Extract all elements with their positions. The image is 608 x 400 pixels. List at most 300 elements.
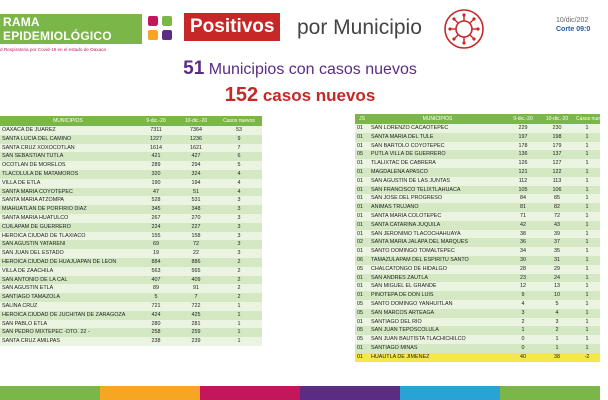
table-cell: SAN FRANCISCO TELIXTLAHUACA (369, 186, 506, 195)
table-cell: 122 (540, 168, 574, 177)
table-cell: 9 (216, 135, 262, 144)
date-label: 10/dic/202 (556, 17, 589, 24)
table-cell: 2 (216, 267, 262, 276)
table-cell: 1 (574, 335, 600, 344)
table-cell: 4 (506, 300, 540, 309)
table-row (355, 238, 600, 247)
table-cell: 01 (355, 212, 369, 221)
table-cell: 155 (136, 232, 176, 241)
table-cell: 1 (216, 302, 262, 311)
table-cell: 72 (176, 240, 216, 249)
table-cell: SAN JUAN DEL ESTADO (0, 249, 136, 258)
table-cell: 1 (574, 150, 600, 159)
table-row (0, 232, 262, 241)
table-cell: 01 (355, 142, 369, 151)
table-cell: 1 (574, 282, 600, 291)
table-cell: 01 (355, 194, 369, 203)
table-cell: 40 (506, 353, 540, 362)
table-cell: 5 (216, 161, 262, 170)
table-row (355, 230, 600, 239)
table-cell: 7364 (176, 126, 216, 135)
table-cell: 565 (176, 267, 216, 276)
table-cell: 5 (136, 293, 176, 302)
column-header: JS (355, 114, 369, 124)
brand-title: RAMA EPIDEMIOLÓGICO (0, 14, 142, 44)
table-cell: VILLA DE ZAACHILA (0, 267, 136, 276)
table-cell: 1 (574, 194, 600, 203)
table-cell: 81 (506, 203, 540, 212)
table-cell: 528 (136, 196, 176, 205)
table-cell: 1 (574, 265, 600, 274)
table-cell: 3 (216, 205, 262, 214)
table-cell: 7 (216, 144, 262, 153)
bottom-color-strip (0, 386, 600, 400)
table-cell: 7 (176, 293, 216, 302)
table-row (0, 293, 262, 302)
table-cell: 2 (216, 258, 262, 267)
table-cell: 112 (506, 177, 540, 186)
table-cell: 34 (506, 247, 540, 256)
brand (0, 14, 142, 52)
table-cell: 1 (574, 274, 600, 283)
table-cell: 1 (506, 326, 540, 335)
table-cell: 239 (176, 337, 216, 346)
table-row (355, 247, 600, 256)
table-cell: 4 (216, 188, 262, 197)
table-cell: 1 (574, 291, 600, 300)
table-cell: SAN AGUSTIN DE LAS JUNTAS (369, 177, 506, 186)
table-cell: 01 (355, 344, 369, 353)
table-row (355, 124, 600, 133)
table-cell: 4 (540, 309, 574, 318)
table-cell: 3 (216, 232, 262, 241)
table-cell: 05 (355, 335, 369, 344)
table-cell: 1 (574, 124, 600, 133)
table-cell: 294 (176, 161, 216, 170)
column-header: 10-dic.-20 (540, 114, 574, 124)
table-row (0, 126, 262, 135)
table-cell: 91 (176, 284, 216, 293)
table-cell: 69 (136, 240, 176, 249)
title-highlight: Positivos (184, 13, 280, 41)
table-row (355, 300, 600, 309)
table-row (355, 344, 600, 353)
table-cell: ANIMAS TRUJANO (369, 203, 506, 212)
table-cell: SALINA CRUZ (0, 302, 136, 311)
table-cell: 51 (176, 188, 216, 197)
table-cell: 179 (540, 142, 574, 151)
table-cell: HEROICA CIUDAD DE JUCHITAN DE ZARAGOZA (0, 311, 136, 320)
table-row (0, 276, 262, 285)
table-cell: 37 (540, 238, 574, 247)
table-cell: 06 (355, 256, 369, 265)
table-row (0, 196, 262, 205)
table-cell: 2 (540, 326, 574, 335)
table-cell: 289 (136, 161, 176, 170)
table-cell: 1 (540, 335, 574, 344)
table-cell: 3 (216, 249, 262, 258)
table-cell: OAXACA DE JUAREZ (0, 126, 136, 135)
table-cell: 1 (574, 309, 600, 318)
table-cell: 6 (216, 152, 262, 161)
table-cell: TAMAZULAPAM DEL ESPIRITU SANTO (369, 256, 506, 265)
table-cell: 0 (506, 335, 540, 344)
table-cell: OCOTLAN DE MORELOS (0, 161, 136, 170)
table-row (355, 221, 600, 230)
table-cell: SAN JERONIMO TLACOCHAHUAYA (369, 230, 506, 239)
table-row (355, 194, 600, 203)
table-cell: 1 (574, 186, 600, 195)
table-cell: SAN JUAN TEPOSCOLULA (369, 326, 506, 335)
table-cell: 42 (506, 221, 540, 230)
table-cell: 886 (176, 258, 216, 267)
cases-headline (0, 84, 600, 107)
table-row (0, 135, 262, 144)
table-header-row (355, 114, 600, 124)
table-cell: SAN MARCOS ARTEAGA (369, 309, 506, 318)
table-cell: 1 (216, 311, 262, 320)
table-cell: 28 (506, 265, 540, 274)
table-cell: 38 (506, 230, 540, 239)
table-cell: 01 (355, 353, 369, 362)
table-cell: 01 (355, 177, 369, 186)
table-cell: 721 (136, 302, 176, 311)
table-row (0, 170, 262, 179)
column-header: Casos nuevos (216, 116, 262, 126)
table-cell: 158 (176, 232, 216, 241)
table-cell: 563 (136, 267, 176, 276)
table-cell: SAN AGUSTIN YATARENI (0, 240, 136, 249)
table-cell: 1 (574, 168, 600, 177)
table-cell: SAN LORENZO CACAOTEPEC (369, 124, 506, 133)
table-cell: 106 (540, 186, 574, 195)
table-cell: SANTA MARIA COYOTEPEC (0, 188, 136, 197)
table-cell: 01 (355, 159, 369, 168)
table-cell: 1614 (136, 144, 176, 153)
table-cell: CHALCATONGO DE HIDALGO (369, 265, 506, 274)
table-cell: 23 (506, 274, 540, 283)
table-cell: 47 (136, 188, 176, 197)
table-cell: 121 (506, 168, 540, 177)
table-cell: 238 (136, 337, 176, 346)
table-cell: 229 (506, 124, 540, 133)
table-row (355, 142, 600, 151)
table-cell: 01 (355, 318, 369, 327)
table-cell: 3 (506, 309, 540, 318)
table-cell: 1 (540, 344, 574, 353)
table-cell: 1 (574, 247, 600, 256)
table-cell: 82 (540, 203, 574, 212)
table-row (355, 177, 600, 186)
table-header-row (0, 116, 262, 126)
table-cell: 43 (540, 221, 574, 230)
table-cell: 4 (216, 179, 262, 188)
table-cell: 10 (540, 291, 574, 300)
right-municipios-table (355, 114, 608, 362)
table-cell: 4 (216, 170, 262, 179)
table-cell: 267 (136, 214, 176, 223)
table-cell: SANTO DOMINGO TOMALTEPEC (369, 247, 506, 256)
table-cell: PUTLA VILLA DE GUERRERO (369, 150, 506, 159)
column-header: MUNICIPIOS (0, 116, 136, 126)
table-cell: 5 (540, 300, 574, 309)
table-row (0, 267, 262, 276)
table-row (355, 291, 600, 300)
table-row (0, 311, 262, 320)
table-cell: SANTA MARIA HUATULCO (0, 214, 136, 223)
table-cell: 1 (574, 133, 600, 142)
table-cell: 05 (355, 326, 369, 335)
table-cell: 198 (540, 133, 574, 142)
table-row (355, 265, 600, 274)
table-cell: MAGDALENA APASCO (369, 168, 506, 177)
left-municipios-table (0, 116, 262, 346)
table-row (0, 188, 262, 197)
table-cell: 3 (216, 223, 262, 232)
table-cell: 1 (574, 177, 600, 186)
table-row (0, 302, 262, 311)
table-cell: 424 (136, 311, 176, 320)
table-cell: 421 (136, 152, 176, 161)
table-row (0, 214, 262, 223)
table-cell: 89 (136, 284, 176, 293)
brand-subtitle: d Respiratoria por Covid-19 en el estado de Oaxaca (0, 47, 106, 52)
table-cell: 02 (355, 238, 369, 247)
column-header: Casos nuevos (576, 116, 608, 122)
table-row (0, 328, 262, 337)
table-cell: 1 (574, 159, 600, 168)
table-cell: SANTA LUCIA DEL CAMINO (0, 135, 136, 144)
table-row (355, 212, 600, 221)
table-cell: 281 (176, 320, 216, 329)
table-cell: 1 (574, 238, 600, 247)
table-row (355, 133, 600, 142)
table-cell: SAN PEDRO MIXTEPEC -DTO. 22 - (0, 328, 136, 337)
table-cell: 39 (540, 230, 574, 239)
table-cell: 1 (216, 328, 262, 337)
table-cell: 1 (574, 230, 600, 239)
table-row (355, 150, 600, 159)
table-cell: 320 (136, 170, 176, 179)
table-cell: 7311 (136, 126, 176, 135)
table-cell: SAN JUAN BAUTISTA TLACHICHILCO (369, 335, 506, 344)
table-cell: CUILAPAM DE GUERRERO (0, 223, 136, 232)
table-cell: 197 (506, 133, 540, 142)
table-cell: 1 (574, 142, 600, 151)
table-cell: 113 (540, 177, 574, 186)
table-row (355, 309, 600, 318)
table-cell: 01 (355, 274, 369, 283)
table-cell: 136 (506, 150, 540, 159)
table-cell: 2 (216, 284, 262, 293)
table-cell: TLACOLULA DE MATAMOROS (0, 170, 136, 179)
table-cell: SANTIAGO MINAS (369, 344, 506, 353)
table-cell: 884 (136, 258, 176, 267)
table-cell: 425 (176, 311, 216, 320)
table-row (355, 186, 600, 195)
table-cell: 13 (540, 282, 574, 291)
table-cell: 407 (136, 276, 176, 285)
table-cell: 05 (355, 300, 369, 309)
table-cell: SANTA MARIA COLOTEPEC (369, 212, 506, 221)
table-cell: SANTA CRUZ XOXOCOTLAN (0, 144, 136, 153)
table-cell: 1 (574, 344, 600, 353)
table-cell: PINOTEPA DE DON LUIS (369, 291, 506, 300)
table-cell: 258 (136, 328, 176, 337)
table-cell: 31 (540, 256, 574, 265)
table-cell: TLALIXTAC DE CABRERA (369, 159, 506, 168)
table-cell: 105 (506, 186, 540, 195)
table-cell: 1621 (176, 144, 216, 153)
table-cell: 12 (506, 282, 540, 291)
table-cell: 1227 (136, 135, 176, 144)
table-cell: SAN MIGUEL EL GRANDE (369, 282, 506, 291)
table-cell: 1 (574, 318, 600, 327)
header (0, 0, 600, 52)
table-cell: 1 (574, 326, 600, 335)
table-cell: 1 (574, 212, 600, 221)
virus-icon (443, 8, 485, 50)
table-cell: 05 (355, 265, 369, 274)
table-cell: 127 (540, 159, 574, 168)
table-cell: 2 (506, 318, 540, 327)
table-row (0, 337, 262, 346)
table-cell: 3 (216, 196, 262, 205)
municipios-count: 51 (183, 58, 205, 79)
table-row (0, 258, 262, 267)
cases-count: 152 (224, 84, 259, 106)
table-cell: SAN AGUSTIN ETLA (0, 284, 136, 293)
table-cell: 3 (216, 240, 262, 249)
table-cell: 324 (176, 170, 216, 179)
table-cell: 178 (506, 142, 540, 151)
table-row (0, 284, 262, 293)
table-cell: SANTIAGO DEL RIO (369, 318, 506, 327)
cases-text: casos nuevos (262, 86, 376, 105)
table-cell: 3 (216, 214, 262, 223)
table-cell: 137 (540, 150, 574, 159)
oaxaca-flower-icon (146, 14, 174, 42)
table-cell: 230 (540, 124, 574, 133)
table-cell: 22 (176, 249, 216, 258)
table-cell: SANTA MARIA JALAPA DEL MARQUES (369, 238, 506, 247)
table-row (0, 161, 262, 170)
page-title: por Municipio (297, 16, 422, 39)
table-cell: HEROICA CIUDAD DE HUAJUAPAN DE LEON (0, 258, 136, 267)
table-row (355, 203, 600, 212)
table-cell: 227 (176, 223, 216, 232)
table-cell: SAN ANTONIO DE LA CAL (0, 276, 136, 285)
column-header: MUNICIPIOS (369, 114, 506, 124)
table-cell: SAN BARTOLO COYOTEPEC (369, 142, 506, 151)
table-cell: 722 (176, 302, 216, 311)
table-cell: 35 (540, 247, 574, 256)
municipios-text: Municipios con casos nuevos (208, 61, 417, 78)
table-cell: 2 (216, 293, 262, 302)
table-row (355, 335, 600, 344)
table-cell: 280 (136, 320, 176, 329)
table-cell: 24 (540, 274, 574, 283)
column-header: 9-dic.-20 (136, 116, 176, 126)
table-row (0, 223, 262, 232)
table-row (355, 282, 600, 291)
table-row (0, 144, 262, 153)
table-cell: SANTIAGO TAMAZOLA (0, 293, 136, 302)
table-cell: 01 (355, 282, 369, 291)
table-cell: 531 (176, 196, 216, 205)
table-cell: 1 (574, 221, 600, 230)
table-cell: MIAHUATLAN DE PORFIRIO DIAZ (0, 205, 136, 214)
column-header: 10-dic.-20 (176, 116, 216, 126)
table-cell: HUAUTLA DE JIMENEZ (369, 353, 506, 362)
table-cell: 38 (540, 353, 574, 362)
table-row (355, 159, 600, 168)
table-cell: SANTA MARIA ATZOMPA (0, 196, 136, 205)
table-cell: 01 (355, 221, 369, 230)
table-cell: 348 (176, 205, 216, 214)
table-row (355, 168, 600, 177)
table-cell: 29 (540, 265, 574, 274)
table-row (0, 249, 262, 258)
table-cell: 224 (136, 223, 176, 232)
table-cell: SAN PABLO ETLA (0, 320, 136, 329)
table-cell: 71 (506, 212, 540, 221)
table-cell: SANTA MARIA DEL TULE (369, 133, 506, 142)
table-cell: 194 (176, 179, 216, 188)
table-cell: 01 (355, 186, 369, 195)
table-cell: 1 (574, 256, 600, 265)
table-cell: HEROICA CIUDAD DE TLAXIACO (0, 232, 136, 241)
municipios-headline (0, 58, 600, 80)
table-cell: 0 (506, 344, 540, 353)
table-cell: 9 (506, 291, 540, 300)
table-cell: 01 (355, 168, 369, 177)
table-cell: 01 (355, 133, 369, 142)
table-cell: 270 (176, 214, 216, 223)
table-cell: 36 (506, 238, 540, 247)
table-row (355, 274, 600, 283)
table-cell: 126 (506, 159, 540, 168)
table-cell: 84 (506, 194, 540, 203)
cut-label: Corte 09:0 (556, 26, 591, 33)
table-cell: VILLA DE ETLA (0, 179, 136, 188)
table-cell: 1 (574, 300, 600, 309)
table-row (355, 353, 600, 362)
table-cell: SANTA CATARINA JUQUILA (369, 221, 506, 230)
table-cell: -2 (574, 353, 600, 362)
table-cell: 01 (355, 124, 369, 133)
table-cell: 1 (574, 203, 600, 212)
table-row (0, 205, 262, 214)
table-cell: 01 (355, 291, 369, 300)
table-cell: 01 (355, 203, 369, 212)
table-cell: 1 (216, 337, 262, 346)
table-row (355, 318, 600, 327)
table-row (355, 256, 600, 265)
table-cell: 2 (216, 276, 262, 285)
table-cell: 19 (136, 249, 176, 258)
table-cell: 190 (136, 179, 176, 188)
table-cell: 30 (506, 256, 540, 265)
table-row (0, 152, 262, 161)
table-cell: 427 (176, 152, 216, 161)
table-cell: 1236 (176, 135, 216, 144)
table-cell: SAN SEBASTIAN TUTLA (0, 152, 136, 161)
table-cell: 409 (176, 276, 216, 285)
table-cell: 01 (355, 230, 369, 239)
table-cell: 259 (176, 328, 216, 337)
table-row (0, 179, 262, 188)
